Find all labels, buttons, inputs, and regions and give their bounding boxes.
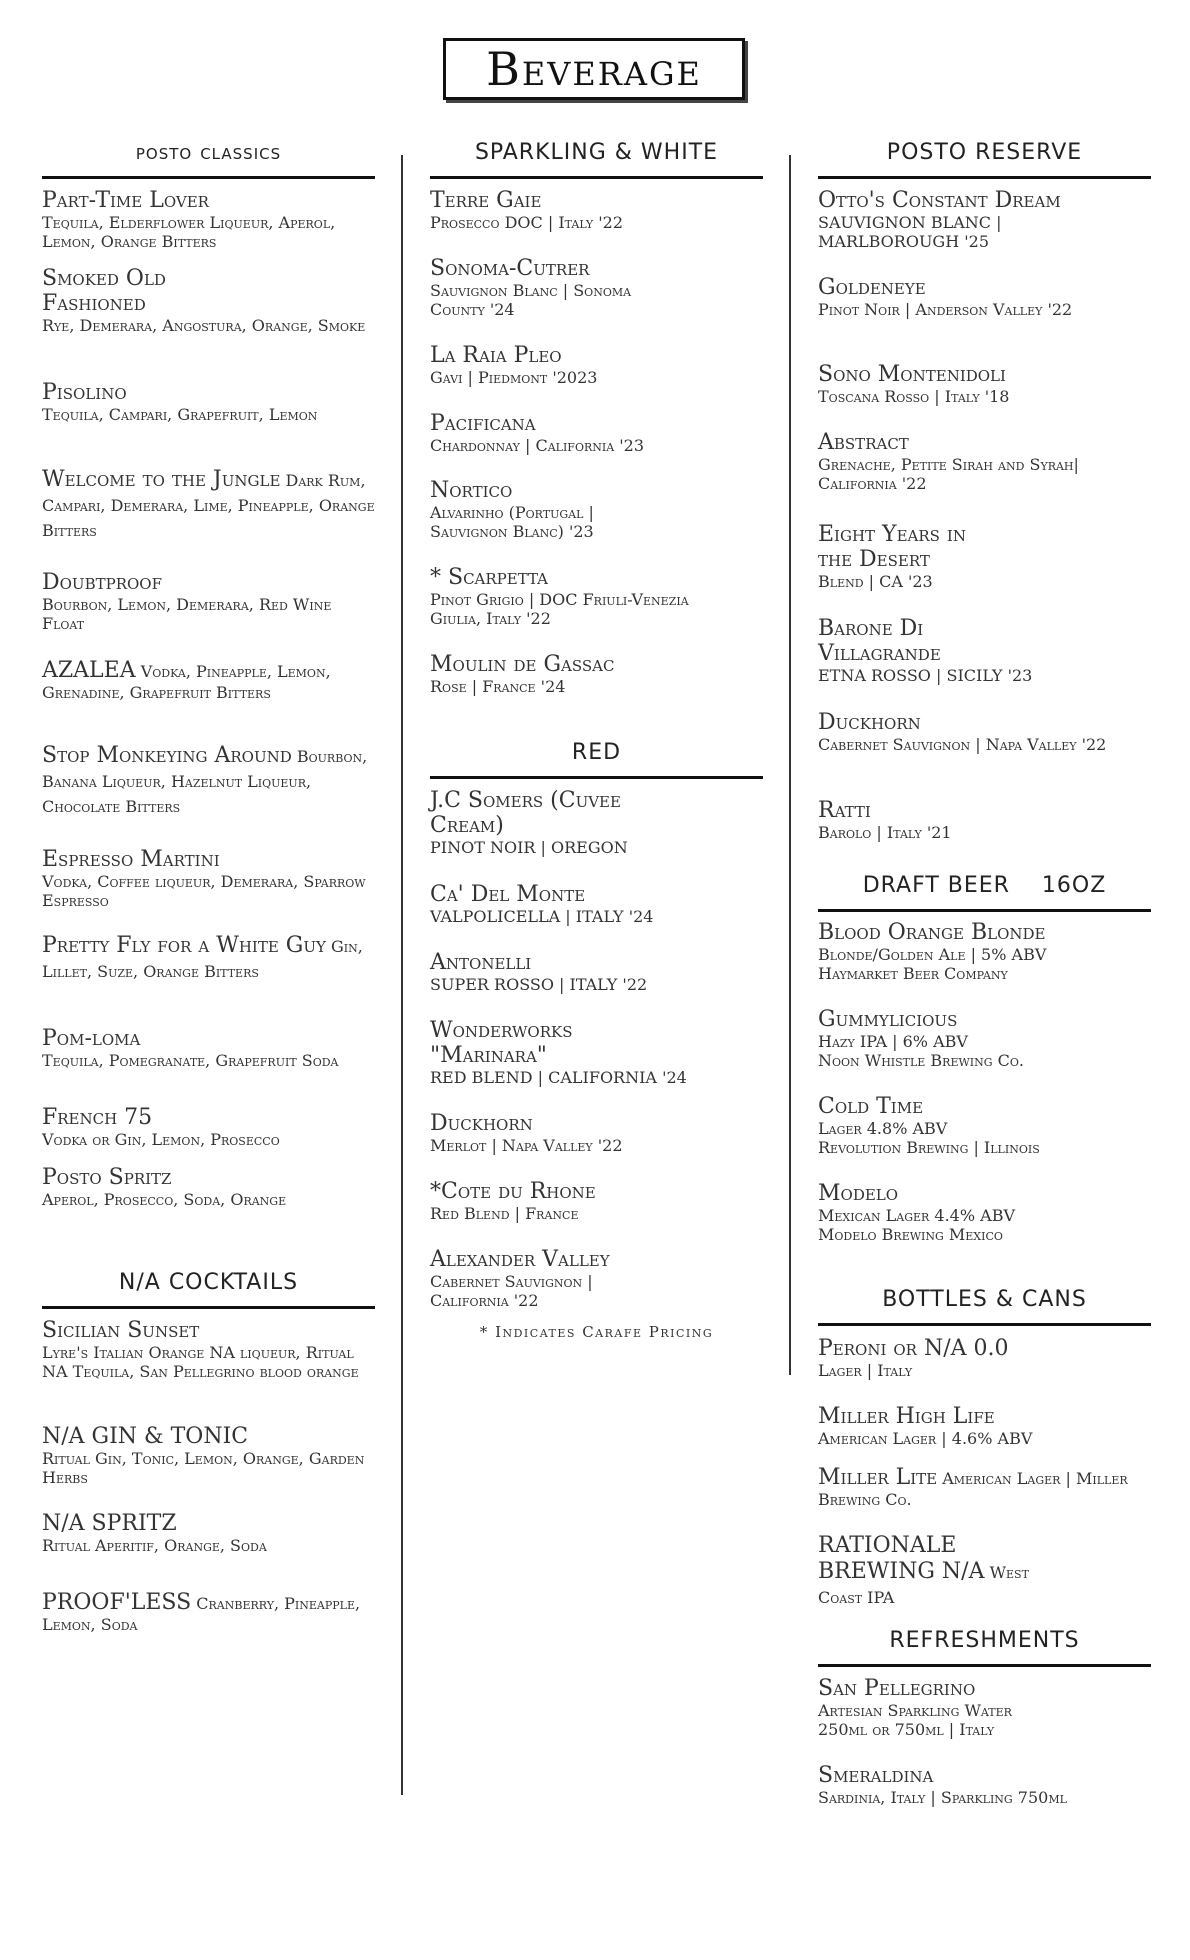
item-size: 250ml or 750ml | Italy: [818, 1720, 995, 1739]
section-heading-na-cocktails: N/A COCKTAILS: [42, 1270, 375, 1295]
item-name: Terre Gaie: [430, 188, 542, 213]
item-name: Miller High Life: [818, 1404, 995, 1429]
item-description: Pinot Grigio | DOC Friuli-Venezia Giulia, Italy '22: [430, 590, 689, 628]
item-name: Miller Lite: [818, 1465, 938, 1490]
item-description: Cabernet Sauvignon | California '22: [430, 1272, 593, 1310]
item-description: VALPOLICELLA | ITALY '24: [430, 907, 654, 926]
section-heading-bottles-cans: BOTTLES & CANS: [818, 1287, 1151, 1312]
menu-item: [818, 1094, 1151, 1157]
section-heading-posto-reserve: POSTO RESERVE: [818, 140, 1151, 165]
item-name: Moulin de Gassac: [430, 652, 615, 677]
item-name: Cold Time: [818, 1094, 924, 1119]
item-description: ETNA ROSSO | SICILY '23: [818, 666, 1033, 685]
item-description: Tequila, Pomegranate, Grapefruit Soda: [42, 1051, 339, 1070]
menu-item: [430, 1111, 763, 1155]
item-description: Vodka or Gin, Lemon, Prosecco: [42, 1130, 280, 1149]
item-description: Lyre's Italian Orange NA liqueur, Ritual NA Tequila, San Pellegrino blood orange: [42, 1343, 359, 1381]
item-description: Ritual Aperitif, Orange, Soda: [42, 1536, 267, 1555]
item-name: Wonderworks "Marinara": [430, 1018, 573, 1068]
item-name: Modelo: [818, 1181, 899, 1206]
menu-item: [818, 1763, 1151, 1807]
menu-item: [818, 798, 1151, 842]
menu-item: [818, 1533, 1078, 1610]
item-name: Goldeneye: [818, 275, 926, 300]
section-heading-refreshments: REFRESHMENTS: [818, 1628, 1151, 1653]
item-name: Ca' Del Monte: [430, 882, 586, 907]
menu-item: [818, 1465, 1151, 1510]
item-description: Blend | CA '23: [818, 572, 933, 591]
column-divider-right: [789, 155, 791, 1375]
item-description: Aperol, Prosecco, Soda, Orange: [42, 1190, 287, 1209]
menu-item: [42, 1026, 375, 1070]
column-divider-left: [401, 155, 403, 1795]
item-brewery: Revolution Brewing | Illinois: [818, 1138, 1040, 1157]
item-description: Vodka, Pineapple, Lemon, Grenadine, Grapefruit Bitters: [42, 662, 331, 702]
item-description: Grenache, Petite Sirah and Syrah| California '22: [818, 455, 1079, 493]
item-brewery: Haymarket Beer Company: [818, 964, 1008, 983]
menu-title-box: [443, 38, 745, 100]
item-name: J.C Somers (Cuvee Cream): [430, 788, 621, 838]
item-name: Welcome to the Jungle: [42, 467, 281, 492]
menu-item: [42, 1511, 375, 1555]
item-description: Sardinia, Italy | Sparkling 750ml: [818, 1788, 1067, 1807]
item-description: Lager 4.8% ABV: [818, 1119, 948, 1138]
item-description: Dark Rum, Campari, Demerara, Lime, Pineapple, Orange Bitters: [42, 471, 375, 540]
item-name: Smeraldina: [818, 1763, 934, 1788]
menu-item: [818, 362, 1151, 406]
item-name: Gummylicious: [818, 1007, 958, 1032]
menu-item: [818, 275, 1151, 319]
menu-item: [42, 188, 375, 251]
item-name: N/A SPRITZ: [42, 1511, 177, 1536]
item-description: Ritual Gin, Tonic, Lemon, Orange, Garden Herbs: [42, 1449, 365, 1487]
menu-item: [430, 882, 763, 926]
item-name: Duckhorn: [430, 1111, 533, 1136]
item-name: RATIONALE BREWING N/A: [818, 1533, 985, 1584]
item-description: SUPER ROSSO | ITALY '22: [430, 975, 648, 994]
menu-item: [430, 256, 763, 319]
menu-item: [430, 1247, 763, 1310]
section-heading-sparkling-white: SPARKLING & WHITE: [430, 140, 763, 165]
item-description: Toscana Rosso | Italy '18: [818, 387, 1010, 406]
menu-item: [42, 743, 375, 819]
item-name: Blood Orange Blonde: [818, 920, 1046, 945]
item-name: Sicilian Sunset: [42, 1318, 200, 1343]
item-description: Vodka, Coffee liqueur, Demerara, Sparrow Espresso: [42, 872, 366, 910]
item-name: *Cote du Rhone: [430, 1179, 596, 1204]
menu-item: [430, 950, 763, 994]
section-heading-posto-classics: posto classics: [42, 140, 375, 165]
item-name: N/A GIN & TONIC: [42, 1424, 249, 1449]
item-name: Part-Time Lover: [42, 188, 209, 213]
menu-item: [430, 652, 763, 696]
item-description: Tequila, Campari, Grapefruit, Lemon: [42, 405, 318, 424]
item-name: Alexander Valley: [430, 1247, 610, 1272]
item-description: Gin, Lillet, Suze, Orange Bitters: [42, 937, 363, 981]
item-description: Merlot | Napa Valley '22: [430, 1136, 623, 1155]
item-description: Pinot Noir | Anderson Valley '22: [818, 300, 1073, 319]
menu-item: [42, 1165, 375, 1209]
item-name: Espresso Martini: [42, 847, 220, 872]
item-name: Otto's Constant Dream: [818, 188, 1061, 213]
menu-item: [818, 522, 1151, 591]
menu-item: [818, 1007, 1151, 1070]
menu-item: [430, 188, 763, 232]
item-name: Duckhorn: [818, 710, 921, 735]
item-description: Rye, Demerara, Angostura, Orange, Smoke: [42, 316, 366, 335]
item-name: Eight Years in the Desert: [818, 522, 966, 572]
item-name: French 75: [42, 1105, 153, 1130]
menu-item: [818, 188, 1151, 251]
menu-item: [430, 343, 763, 387]
menu-item: [42, 266, 375, 335]
item-name: Doubtproof: [42, 570, 162, 595]
section-heading-draft-beer: DRAFT BEER 16OZ: [818, 873, 1151, 898]
menu-item: [42, 933, 375, 984]
carafe-pricing-note: * Indicates Carafe Pricing: [479, 1323, 714, 1341]
item-name: Pretty Fly for a White Guy: [42, 933, 326, 958]
item-description: Bourbon, Banana Liqueur, Hazelnut Liqueur, Chocolate Bitters: [42, 747, 368, 816]
item-description: Blonde/Golden Ale | 5% ABV: [818, 945, 1047, 964]
item-description: Chardonnay | California '23: [430, 436, 644, 455]
item-name: Nortico: [430, 478, 513, 503]
item-brewery: Modelo Brewing Mexico: [818, 1225, 1003, 1244]
menu-item: [42, 1105, 375, 1149]
menu-item: [818, 710, 1151, 754]
menu-item: [42, 467, 375, 543]
item-description: Sauvignon Blanc | Sonoma County '24: [430, 281, 632, 319]
item-description: West Coast IPA: [818, 1563, 1029, 1607]
item-description: Bourbon, Lemon, Demerara, Red Wine Float: [42, 595, 332, 633]
item-name: Barone Di Villagrande: [818, 616, 941, 666]
item-description: Hazy IPA | 6% ABV: [818, 1032, 968, 1051]
item-description: American Lager | 4.6% ABV: [818, 1429, 1033, 1448]
menu-item: [818, 1676, 1151, 1739]
item-name: Stop Monkeying Around: [42, 743, 292, 768]
item-description: American Lager | Miller Brewing Co.: [818, 1469, 1128, 1509]
item-description: Tequila, Elderflower Liqueur, Aperol, Lemon, Orange Bitters: [42, 213, 336, 251]
section-heading-red: RED: [430, 740, 763, 765]
item-name: Pisolino: [42, 380, 127, 405]
item-name: Antonelli: [430, 950, 532, 975]
item-name: Smoked Old Fashioned: [42, 266, 166, 316]
menu-item: [818, 1181, 1151, 1244]
item-name: La Raia Pleo: [430, 343, 562, 368]
menu-item: [430, 1179, 763, 1223]
item-description: Cabernet Sauvignon | Napa Valley '22: [818, 735, 1107, 754]
menu-item: [430, 478, 763, 541]
item-description: Cranberry, Pineapple, Lemon, Soda: [42, 1594, 361, 1634]
menu-item: [42, 847, 375, 910]
item-description: Gavi | Piedmont '2023: [430, 368, 598, 387]
menu-item: [42, 1318, 375, 1381]
menu-title: Beverage: [486, 42, 702, 96]
item-name: Ratti: [818, 798, 871, 823]
menu-item: [42, 380, 375, 424]
item-brewery: Noon Whistle Brewing Co.: [818, 1051, 1024, 1070]
item-description: Barolo | Italy '21: [818, 823, 952, 842]
item-description: Alvarinho (Portugal | Sauvignon Blanc) '23: [430, 503, 594, 541]
item-name: PROOF'LESS: [42, 1590, 192, 1615]
menu-item: [430, 1018, 763, 1087]
item-description: Rose | France '24: [430, 677, 566, 696]
item-name: * Scarpetta: [430, 565, 549, 590]
item-description: Artesian Sparkling Water: [818, 1701, 1012, 1720]
item-name: San Pellegrino: [818, 1676, 976, 1701]
item-description: SAUVIGNON BLANC | MARLBOROUGH '25: [818, 213, 1002, 251]
item-description: Red Blend | France: [430, 1204, 579, 1223]
item-name: Sonoma-Cutrer: [430, 256, 590, 281]
menu-item: [42, 570, 375, 633]
item-name: AZALEA: [42, 658, 136, 683]
menu-item: [818, 616, 1151, 685]
menu-item: [430, 565, 763, 628]
menu-item: [42, 1424, 375, 1487]
menu-item: [42, 1590, 375, 1635]
item-description: RED BLEND | CALIFORNIA '24: [430, 1068, 687, 1087]
item-name: Peroni or N/A 0.0: [818, 1336, 1009, 1361]
menu-item: [818, 920, 1151, 983]
menu-item: [818, 1336, 1151, 1380]
menu-item: [818, 430, 1151, 493]
item-description: Mexican Lager 4.4% ABV: [818, 1206, 1016, 1225]
item-name: Posto Spritz: [42, 1165, 172, 1190]
menu-item: [818, 1404, 1151, 1448]
menu-item: [430, 411, 763, 455]
item-description: PINOT NOIR | OREGON: [430, 838, 628, 857]
item-name: Pom-loma: [42, 1026, 141, 1051]
item-description: Lager | Italy: [818, 1361, 913, 1380]
item-name: Sono Montenidoli: [818, 362, 1006, 387]
item-description: Prosecco DOC | Italy '22: [430, 213, 624, 232]
item-name: Pacificana: [430, 411, 536, 436]
menu-item: [430, 788, 763, 857]
menu-item: [42, 658, 375, 703]
item-name: Abstract: [818, 430, 909, 455]
